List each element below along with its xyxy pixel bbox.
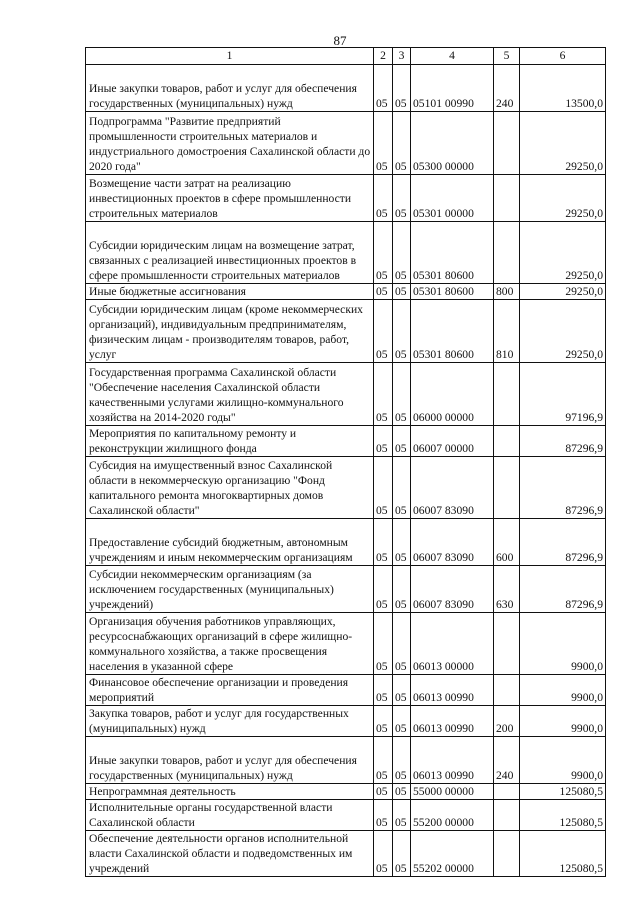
row-amount-cell: 87296,9 <box>520 457 606 519</box>
header-cell-expense-type: 5 <box>494 48 520 65</box>
row-name-cell: Возмещение части затрат на реализацию инвестиционных проектов в сфере промышленности строительных материалов <box>86 175 374 222</box>
row-expense-type-cell <box>494 675 520 706</box>
row-section-cell: 05 <box>374 426 393 457</box>
row-name-cell: Иные закупки товаров, работ и услуг для обеспечения государственных (муниципальных) нужд <box>86 65 374 112</box>
row-subsection-cell: 05 <box>393 613 411 675</box>
table-row <box>86 175 606 222</box>
table-row <box>86 613 606 675</box>
row-section-cell: 05 <box>374 175 393 222</box>
row-target-article-cell: 05301 80600 <box>411 284 494 300</box>
row-expense-type-cell <box>494 831 520 877</box>
row-name-cell: Обеспечение деятельности органов исполнительной власти Сахалинской области и подведомственных им учреждений <box>86 831 374 877</box>
row-expense-type-cell: 630 <box>494 566 520 613</box>
table-row <box>86 706 606 737</box>
header-cell-section: 2 <box>374 48 393 65</box>
row-name-cell: Закупка товаров, работ и услуг для государственных (муниципальных) нужд <box>86 706 374 737</box>
row-target-article-cell: 55000 00000 <box>411 784 494 800</box>
row-expense-type-cell <box>494 784 520 800</box>
row-amount-cell: 125080,5 <box>520 784 606 800</box>
table-body <box>86 65 606 877</box>
row-expense-type-cell <box>494 457 520 519</box>
row-target-article-cell: 05301 00000 <box>411 175 494 222</box>
row-subsection-cell: 05 <box>393 112 411 175</box>
row-subsection-cell: 05 <box>393 737 411 784</box>
row-section-cell: 05 <box>374 457 393 519</box>
row-subsection-cell: 05 <box>393 519 411 566</box>
row-subsection-cell: 05 <box>393 800 411 831</box>
row-expense-type-cell <box>494 426 520 457</box>
row-name-cell: Иные бюджетные ассигнования <box>86 284 374 300</box>
row-amount-cell: 9900,0 <box>520 613 606 675</box>
header-cell-subsection: 3 <box>393 48 411 65</box>
row-expense-type-cell: 600 <box>494 519 520 566</box>
row-amount-cell: 29250,0 <box>520 175 606 222</box>
table-row <box>86 800 606 831</box>
row-section-cell: 05 <box>374 112 393 175</box>
row-amount-cell: 9900,0 <box>520 737 606 784</box>
table-row <box>86 675 606 706</box>
table-row <box>86 457 606 519</box>
table-row <box>86 566 606 613</box>
row-section-cell: 05 <box>374 300 393 363</box>
table-row <box>86 284 606 300</box>
row-target-article-cell: 06000 00000 <box>411 363 494 426</box>
row-section-cell: 05 <box>374 675 393 706</box>
table-row <box>86 222 606 284</box>
row-name-cell: Финансовое обеспечение организации и проведения мероприятий <box>86 675 374 706</box>
header-cell-name: 1 <box>86 48 374 65</box>
row-section-cell: 05 <box>374 222 393 284</box>
row-amount-cell: 29250,0 <box>520 300 606 363</box>
row-section-cell: 05 <box>374 784 393 800</box>
row-target-article-cell: 05300 00000 <box>411 112 494 175</box>
row-expense-type-cell <box>494 222 520 284</box>
row-subsection-cell: 05 <box>393 65 411 112</box>
row-expense-type-cell <box>494 175 520 222</box>
table-row <box>86 363 606 426</box>
row-subsection-cell: 05 <box>393 831 411 877</box>
row-amount-cell: 9900,0 <box>520 675 606 706</box>
row-subsection-cell: 05 <box>393 426 411 457</box>
row-target-article-cell: 05301 80600 <box>411 300 494 363</box>
row-name-cell: Организация обучения работников управляющих, ресурсоснабжающих организаций в сфере жилищно-коммунального хозяйства, а также просвещения населения в указанной сфере <box>86 613 374 675</box>
row-amount-cell: 87296,9 <box>520 566 606 613</box>
row-name-cell: Субсидии некоммерческим организациям (за исключением государственных (муниципальных) учреждений) <box>86 566 374 613</box>
row-section-cell: 05 <box>374 800 393 831</box>
row-section-cell: 05 <box>374 566 393 613</box>
row-name-cell: Подпрограмма "Развитие предприятий промышленности строительных материалов и индустриального домостроения Сахалинской области до 2020 года" <box>86 112 374 175</box>
table-row <box>86 784 606 800</box>
row-amount-cell: 87296,9 <box>520 426 606 457</box>
row-amount-cell: 29250,0 <box>520 284 606 300</box>
header-row <box>86 48 606 65</box>
row-subsection-cell: 05 <box>393 566 411 613</box>
row-amount-cell: 125080,5 <box>520 831 606 877</box>
row-subsection-cell: 05 <box>393 675 411 706</box>
row-amount-cell: 97196,9 <box>520 363 606 426</box>
row-amount-cell: 87296,9 <box>520 519 606 566</box>
row-subsection-cell: 05 <box>393 706 411 737</box>
row-target-article-cell: 06013 00990 <box>411 706 494 737</box>
table-row <box>86 65 606 112</box>
row-section-cell: 05 <box>374 737 393 784</box>
row-name-cell: Субсидия на имущественный взнос Сахалинской области в некоммерческую организацию "Фонд капитального ремонта многоквартирных домов Сахалинской области" <box>86 457 374 519</box>
row-target-article-cell: 06013 00990 <box>411 675 494 706</box>
row-subsection-cell: 05 <box>393 222 411 284</box>
row-name-cell: Субсидии юридическим лицам на возмещение затрат, связанных с реализацией инвестиционных проектов в сфере промышленности строительных материалов <box>86 222 374 284</box>
row-section-cell: 05 <box>374 65 393 112</box>
budget-table <box>85 47 606 877</box>
row-name-cell: Иные закупки товаров, работ и услуг для обеспечения государственных (муниципальных) нужд <box>86 737 374 784</box>
header-cell-amount: 6 <box>520 48 606 65</box>
page-number: 87 <box>333 33 347 48</box>
row-target-article-cell: 06007 00000 <box>411 426 494 457</box>
row-section-cell: 05 <box>374 831 393 877</box>
row-name-cell: Непрограммная деятельность <box>86 784 374 800</box>
row-target-article-cell: 06007 83090 <box>411 457 494 519</box>
row-amount-cell: 29250,0 <box>520 222 606 284</box>
row-expense-type-cell: 240 <box>494 737 520 784</box>
row-amount-cell: 9900,0 <box>520 706 606 737</box>
row-expense-type-cell: 810 <box>494 300 520 363</box>
row-subsection-cell: 05 <box>393 175 411 222</box>
row-expense-type-cell <box>494 363 520 426</box>
row-amount-cell: 125080,5 <box>520 800 606 831</box>
row-target-article-cell: 06013 00000 <box>411 613 494 675</box>
table-row <box>86 737 606 784</box>
row-name-cell: Мероприятия по капитальному ремонту и реконструкции жилищного фонда <box>86 426 374 457</box>
row-subsection-cell: 05 <box>393 284 411 300</box>
row-target-article-cell: 55200 00000 <box>411 800 494 831</box>
row-name-cell: Исполнительные органы государственной власти Сахалинской области <box>86 800 374 831</box>
row-target-article-cell: 06007 83090 <box>411 566 494 613</box>
row-expense-type-cell <box>494 800 520 831</box>
row-section-cell: 05 <box>374 519 393 566</box>
row-subsection-cell: 05 <box>393 363 411 426</box>
row-expense-type-cell: 200 <box>494 706 520 737</box>
row-section-cell: 05 <box>374 363 393 426</box>
row-target-article-cell: 05301 80600 <box>411 222 494 284</box>
row-name-cell: Государственная программа Сахалинской области "Обеспечение населения Сахалинской области качественными услугами жилищно-коммунального хозяйства на 2014-2020 годы" <box>86 363 374 426</box>
row-target-article-cell: 05101 00990 <box>411 65 494 112</box>
row-expense-type-cell <box>494 112 520 175</box>
row-expense-type-cell <box>494 613 520 675</box>
row-subsection-cell: 05 <box>393 300 411 363</box>
row-name-cell: Предоставление субсидий бюджетным, автономным учреждениям и иным некоммерческим организациям <box>86 519 374 566</box>
row-target-article-cell: 06007 83090 <box>411 519 494 566</box>
table-row <box>86 112 606 175</box>
row-section-cell: 05 <box>374 613 393 675</box>
budget-table-container <box>85 47 605 877</box>
row-amount-cell: 13500,0 <box>520 65 606 112</box>
table-row <box>86 300 606 363</box>
row-target-article-cell: 06013 00990 <box>411 737 494 784</box>
row-amount-cell: 29250,0 <box>520 112 606 175</box>
row-section-cell: 05 <box>374 284 393 300</box>
row-name-cell: Субсидии юридическим лицам (кроме некоммерческих организаций), индивидуальным предпринимателям, физическим лицам - производителям товаров, работ, услуг <box>86 300 374 363</box>
row-expense-type-cell: 240 <box>494 65 520 112</box>
table-row <box>86 519 606 566</box>
table-row <box>86 426 606 457</box>
row-subsection-cell: 05 <box>393 784 411 800</box>
row-section-cell: 05 <box>374 706 393 737</box>
row-expense-type-cell: 800 <box>494 284 520 300</box>
row-subsection-cell: 05 <box>393 457 411 519</box>
header-cell-target-article: 4 <box>411 48 494 65</box>
table-row <box>86 831 606 877</box>
row-target-article-cell: 55202 00000 <box>411 831 494 877</box>
